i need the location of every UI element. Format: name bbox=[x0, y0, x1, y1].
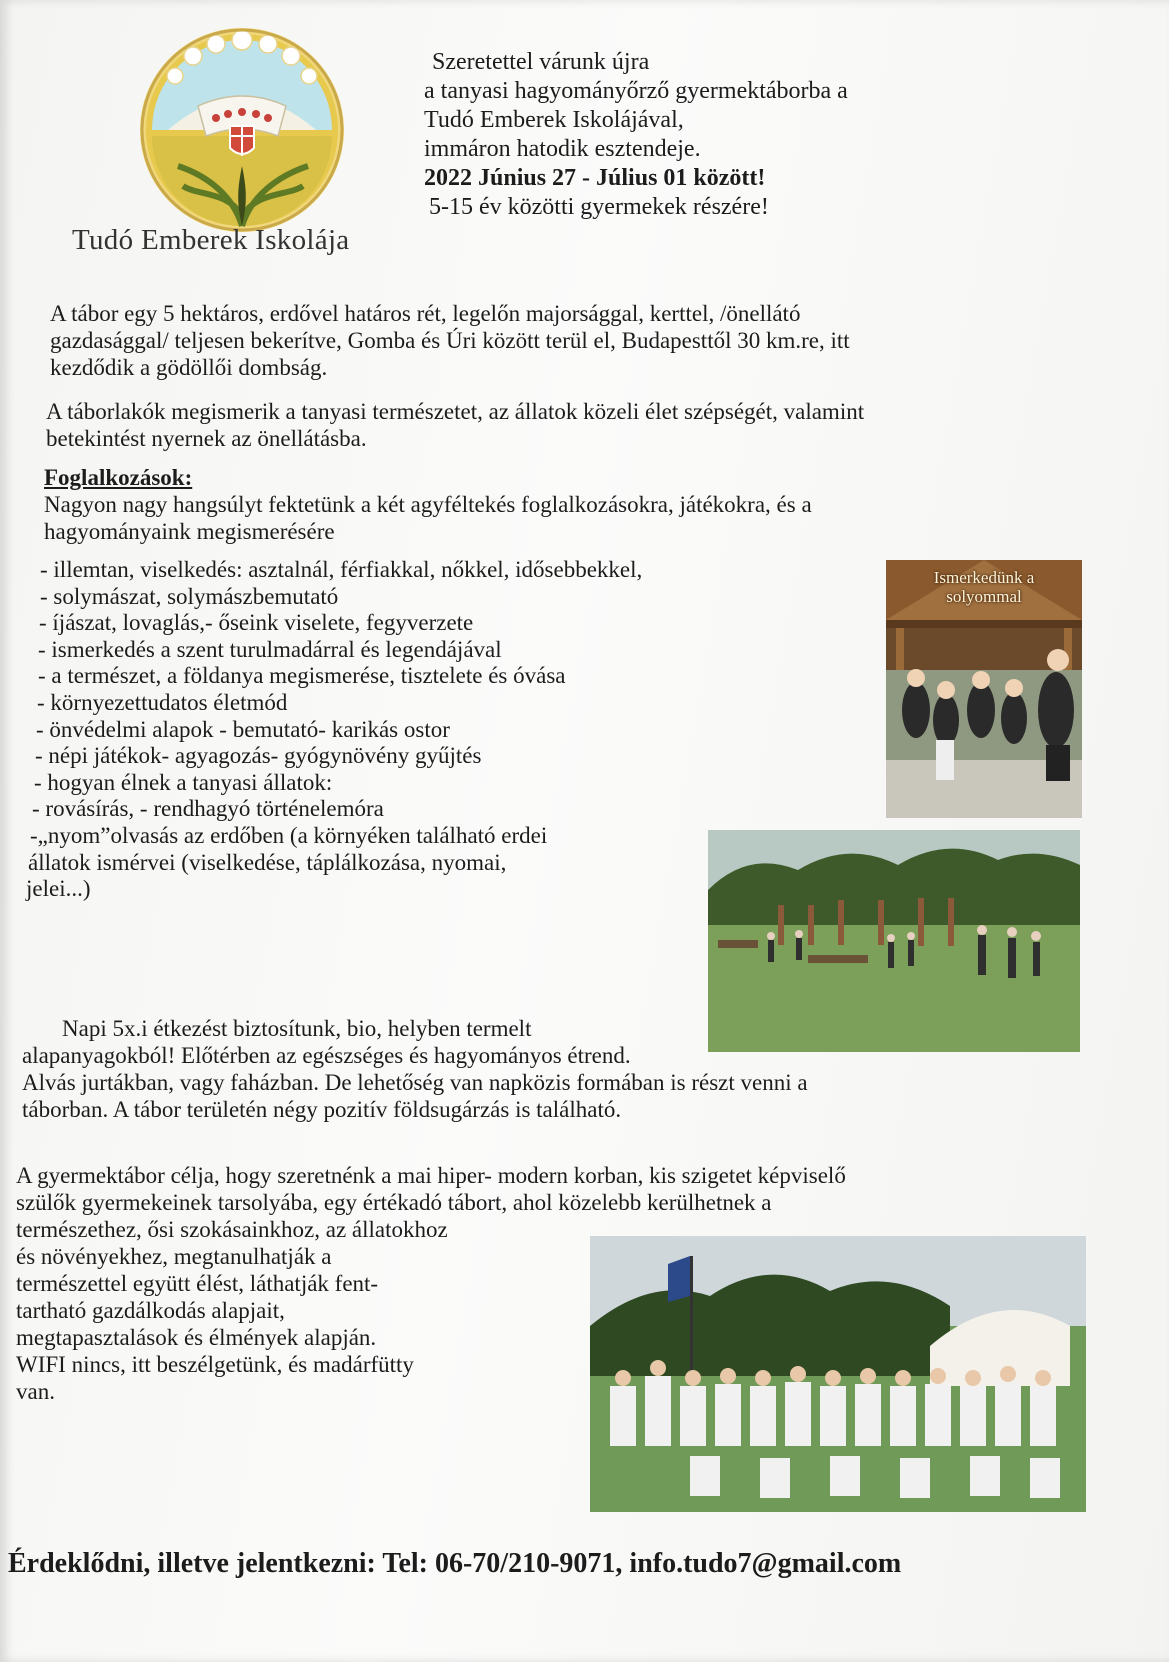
text-line: természettel együtt élést, láthatják fent- bbox=[16, 1271, 379, 1296]
photo-falcon bbox=[886, 560, 1082, 818]
text-line: és növényekhez, megtanulhatják a bbox=[16, 1244, 332, 1269]
photo-meadow bbox=[708, 830, 1080, 1052]
list-item: - solymászat, solymászbemutató bbox=[40, 583, 339, 609]
list-item: - rovásírás, - rendhagyó történelemóra bbox=[32, 796, 384, 822]
caption-line: solyommal bbox=[946, 587, 1022, 606]
list-item: - környezettudatos életmód bbox=[37, 689, 288, 715]
list-item: - népi játékok- agyagozás- gyógynövény gyűjtés bbox=[35, 743, 482, 769]
text-line: A tábor egy 5 hektáros, erdővel határos rét, legelőn majorsággal, kerttel, /önellátó bbox=[50, 301, 801, 326]
school-logo bbox=[138, 26, 346, 234]
intro-line: a tanyasi hagyományőrző gyermektáborba a bbox=[424, 78, 848, 104]
school-name: Tudó Emberek Iskolája bbox=[72, 224, 350, 256]
text-line: hagyományaink megismerésére bbox=[44, 519, 335, 544]
contact-line: Érdeklődni, illetve jelentkezni: Tel: 06-70/210-9071, info.tudo7@gmail.com bbox=[8, 1548, 902, 1579]
text-line: gazdasággal/ teljesen bekerítve, Gomba és Úri között terül el, Budapesttől 30 km.re, itt bbox=[50, 328, 850, 353]
text-line: betekintést nyernek az önellátásba. bbox=[46, 426, 367, 451]
description-paragraph-1 bbox=[50, 300, 850, 381]
falcon-caption bbox=[894, 568, 1074, 606]
list-item: -„nyom”olvasás az erdőben (a környéken található erdei bbox=[30, 822, 548, 848]
description-paragraph-2 bbox=[46, 398, 864, 452]
text-line: Nagyon nagy hangsúlyt fektetünk a két agyféltekés foglalkozásokra, játékokra, és a bbox=[44, 492, 812, 517]
text-line: van. bbox=[16, 1379, 55, 1404]
intro-block bbox=[424, 48, 848, 222]
text-line: Alvás jurtákban, vagy faházban. De lehetőség van napközis formában is részt venni a bbox=[22, 1070, 808, 1095]
text-line: A táborlakók megismerik a tanyasi természetet, az állatok közeli élet szépségét, valamint bbox=[46, 399, 865, 424]
intro-line: Tudó Emberek Iskolájával, bbox=[424, 107, 684, 133]
activities-heading: Foglalkozások: bbox=[44, 465, 193, 490]
text-line: WIFI nincs, itt beszélgetünk, és madárfütty bbox=[16, 1352, 414, 1377]
text-line: megtapasztalások és élmények alapján. bbox=[16, 1325, 377, 1350]
text-line: táborban. A tábor területén négy pozitív földsugárzás is található. bbox=[22, 1097, 622, 1122]
age-range: 5-15 év közötti gyermekek részére! bbox=[429, 194, 769, 220]
list-item: - hogyan élnek a tanyasi állatok: bbox=[34, 769, 333, 795]
camp-dates: 2022 Június 27 - Július 01 között! bbox=[424, 165, 766, 191]
list-item: - önvédelmi alapok - bemutató- karikás ostor bbox=[36, 716, 450, 742]
activities-list bbox=[26, 557, 643, 903]
text-line: tartható gazdálkodás alapjait, bbox=[16, 1298, 285, 1323]
activities-block bbox=[44, 464, 812, 545]
list-item: - ismerkedés a szent turulmadárral és legendájával bbox=[38, 636, 502, 662]
list-item: - íjászat, lovaglás,- őseink viselete, fegyverzete bbox=[39, 610, 474, 636]
text-line: Napi 5x.i étkezést biztosítunk, bio, helyben termelt bbox=[62, 1016, 532, 1041]
text-line: alapanyagokból! Előtérben az egészséges és hagyományos étrend. bbox=[22, 1043, 631, 1068]
intro-line: Szeretettel várunk újra bbox=[432, 49, 650, 75]
photo-group bbox=[590, 1236, 1086, 1512]
list-item: jelei...) bbox=[26, 876, 91, 902]
text-line: kezdődik a gödöllői dombság. bbox=[50, 355, 328, 380]
intro-line: immáron hatodik esztendeje. bbox=[424, 136, 701, 162]
meals-paragraph bbox=[22, 1015, 808, 1123]
list-item: - a természet, a földanya megismerése, tisztelete és óvása bbox=[38, 663, 566, 689]
text-line: természethez, ősi szokásainkhoz, az állatokhoz bbox=[16, 1217, 448, 1242]
text-line: szülők gyermekeinek tarsolyába, egy értékadó tábort, ahol közelebb kerülhetnek a bbox=[16, 1190, 772, 1215]
text-line: A gyermektábor célja, hogy szeretnénk a mai hiper- modern korban, kis szigetet képviselő bbox=[16, 1163, 846, 1188]
list-item: állatok ismérvei (viselkedése, táplálkozása, nyomai, bbox=[28, 849, 507, 875]
caption-line: Ismerkedünk a bbox=[933, 568, 1035, 587]
list-item: - illemtan, viselkedés: asztalnál, férfiakkal, nőkkel, idősebbekkel, bbox=[40, 557, 643, 582]
